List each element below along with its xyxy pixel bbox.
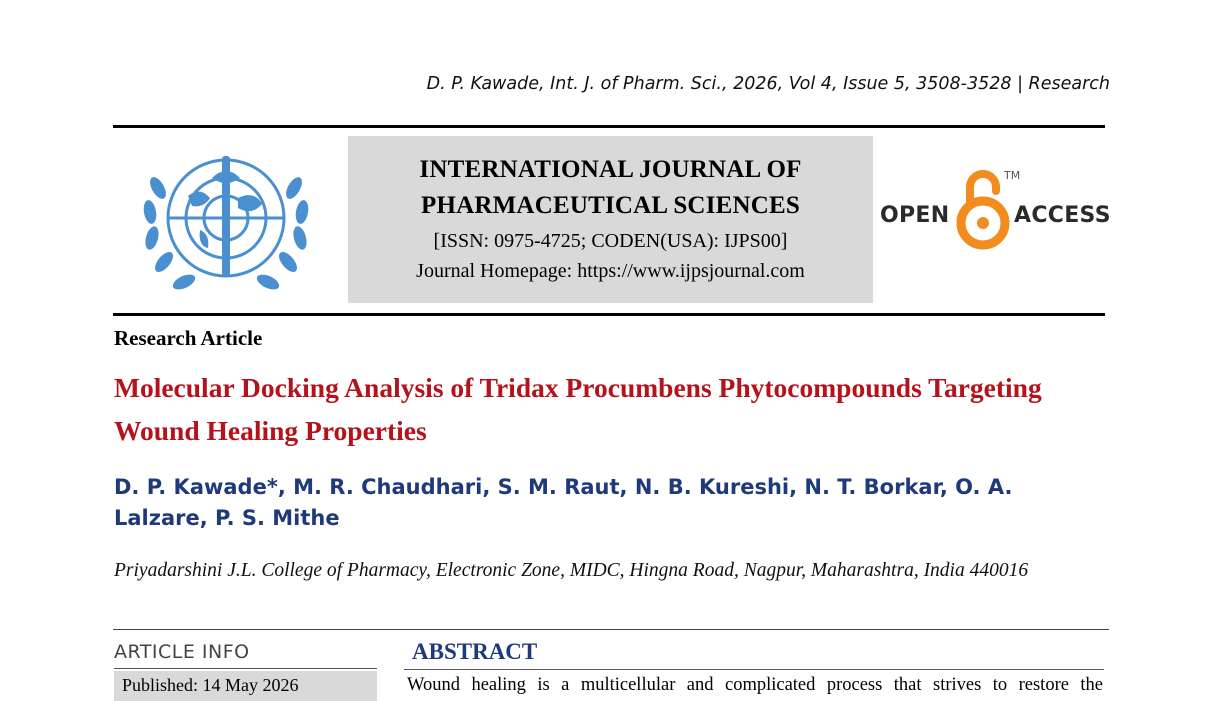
abstract-heading: ABSTRACT: [412, 639, 538, 664]
article-type: Research Article: [114, 326, 263, 350]
author-affiliation: Priyadarshini J.L. College of Pharmacy, Electronic Zone, MIDC, Hingna Road, Nagpur, Maharashtra, India 440016: [114, 560, 1029, 581]
article-info-heading: ARTICLE INFO: [114, 641, 250, 663]
author-list: D. P. Kawade*, M. R. Chaudhari, S. M. Raut, N. B. Kureshi, N. T. Borkar, O. A. Lalzare, P. S. Mithe: [114, 475, 1013, 530]
article-title: Molecular Docking Analysis of Tridax Procumbens Phytocompounds Targeting Wound Healing Properties: [114, 372, 1042, 446]
journal-issn: [ISSN: 0975-4725; CODEN(USA): IJPS00]: [433, 230, 788, 252]
journal-homepage[interactable]: Journal Homepage: https://www.ijpsjournal.com: [416, 260, 805, 282]
running-citation: D. P. Kawade, Int. J. of Pharm. Sci., 2026, Vol 4, Issue 5, 3508-3528 | Research: [426, 74, 1110, 94]
open-access-word-open: OPEN: [880, 203, 950, 228]
open-access-logo: [880, 165, 1110, 255]
abstract-rule: [404, 669, 1104, 670]
journal-masthead: [348, 136, 873, 303]
section-divider: [113, 629, 1109, 630]
trademark-mark: TM: [1004, 169, 1021, 182]
abstract-text: Wound healing is a multicellular and complicated process that strives to restore the: [407, 675, 1103, 695]
journal-name: INTERNATIONAL JOURNAL OF PHARMACEUTICAL SCIENCES: [419, 156, 802, 219]
open-access-word-access: ACCESS: [1014, 203, 1111, 228]
journal-emblem-icon: [128, 138, 324, 306]
article-info-rule: [114, 668, 377, 669]
header-top-rule: [113, 125, 1105, 128]
published-date: Published: 14 May 2026: [114, 671, 377, 701]
header-bottom-rule: [113, 313, 1105, 316]
